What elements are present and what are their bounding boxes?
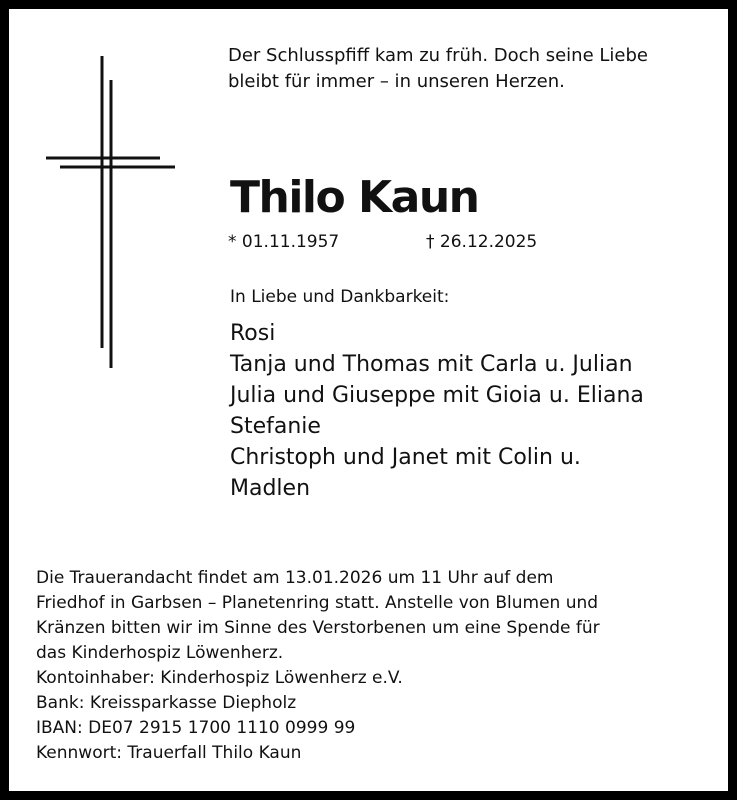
death-date: † 26.12.2025: [426, 232, 538, 252]
notice-line: das Kinderhospiz Löwenherz.: [36, 643, 284, 663]
mourner-line: Julia und Giuseppe mit Gioia u. Eliana: [230, 383, 644, 408]
notice-line: Friedhof in Garbsen – Planetenring statt. Anstelle von Blumen und: [36, 593, 599, 613]
mourner-line: Rosi: [230, 321, 276, 346]
mourners-intro: In Liebe und Dankbarkeit:: [230, 287, 450, 307]
reference: Kennwort: Trauerfall Thilo Kaun: [36, 743, 302, 763]
funeral-notice: [36, 566, 600, 766]
mourner-line: Madlen: [230, 476, 311, 501]
bank-name: Bank: Kreissparkasse Diepholz: [36, 693, 297, 713]
notice-line: Kränzen bitten wir im Sinne des Verstorbenen um eine Spende für: [36, 618, 600, 638]
quote-line: Der Schlusspfiff kam zu früh. Doch seine Liebe: [228, 45, 648, 66]
mourner-line: Tanja und Thomas mit Carla u. Julian: [230, 352, 633, 377]
deceased-name: Thilo Kaun: [230, 172, 479, 223]
cross-icon: [40, 50, 190, 380]
memorial-quote: [228, 43, 648, 95]
notice-line: Die Trauerandacht findet am 13.01.2026 um 11 Uhr auf dem: [36, 568, 554, 588]
quote-line: bleibt für immer – in unseren Herzen.: [228, 71, 565, 92]
mourner-line: Christoph und Janet mit Colin u.: [230, 445, 581, 470]
mourners-list: [230, 318, 644, 504]
birth-date: * 01.11.1957: [228, 232, 340, 252]
mourner-line: Stefanie: [230, 414, 321, 439]
iban: IBAN: DE07 2915 1700 1110 0999 99: [36, 718, 356, 738]
account-holder: Kontoinhaber: Kinderhospiz Löwenherz e.V.: [36, 668, 403, 688]
